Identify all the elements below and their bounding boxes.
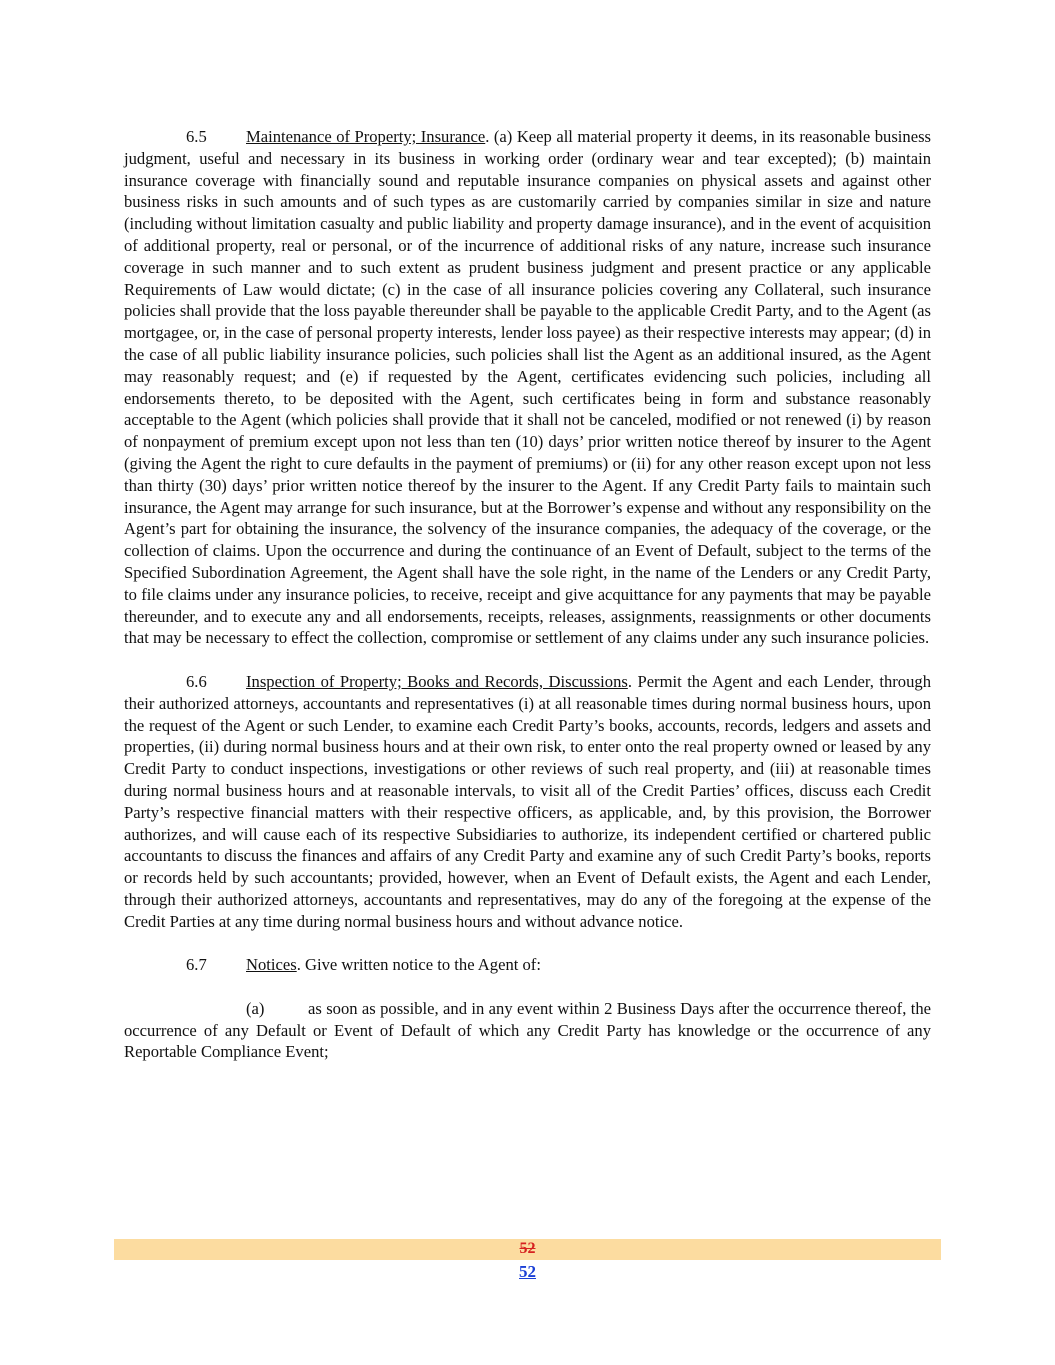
subsection-label: (a) [246, 998, 265, 1018]
subsection-text: as soon as possible, and in any event within 2 Business Days after the occurrence thereof, the occurrence of any Default or Event of Default of which any Credit Party has knowledge or the occurrence of any Reportable Compliance Event; [124, 998, 931, 1062]
section-heading: Maintenance of Property; Insurance [246, 127, 486, 146]
section-text: . Give written notice to the Agent of: [296, 955, 541, 975]
section-heading: Notices [246, 955, 297, 975]
section-text: . Permit the Agent and each Lender, through their authorized attorneys, accountants and representatives (i) at all reasonable times during normal business hours, upon the request of the Agent or such Lender, to examine each Credit Party’s books, accounts, records, ledgers and assets and properties, (ii) during normal business hours and at their own risk, to enter onto the real property owned or leased by any Credit Party to conduct inspections, investigations or other reviews of such real property, and (iii) at reasonable times during normal business hours and at reasonable intervals, to visit all of the Credit Parties’ offices, discuss each Credit Party’s respective financial matters with their respective officers, as applicable, and, by this provision, the Borrower authorizes, and will cause each of its respective Subsidiaries to authorize, its independent certified or chartered public accountants to discuss the finances and affairs of any Credit Party and examine any of such Credit Party’s books, reports or records held by such accountants; provided, however, when an Event of Default exists, the Agent and each Lender, through their authorized attorneys, accountants and representatives, may do any of the foregoing at the expense of the Credit Parties at any time during normal business hours and without advance notice. [124, 671, 931, 931]
page-number-deleted: 52 [519, 1240, 536, 1257]
section-text: . (a) Keep all material property it deems, in its reasonable business judgment, useful and necessary in its business in working order (ordinary wear and tear excepted); (b) maintain insurance coverage with financially sound and reputable insurance companies on physical assets and against other business risks in such amounts and of such types as are customarily carried by companies similar in size and nature (including without limitation casualty and public liability and property damage insurance), and in the event of acquisition of additional property, real or personal, or of the incurrence of additional risks of any nature, increase such insurance coverage in such manner and to such extent as prudent business judgment and present practice or any applicable Requirements of Law would dictate; (c) in the case of all insurance policies covering any Collateral, such insurance policies shall provide that the loss payable thereunder shall be payable to the applicable Credit Party, and to the Agent (as mortgagee, or, in the case of personal property interests, lender loss payee) as their respective interests may appear; (d) in the case of all public liability insurance policies, such policies shall list the Agent as an additional insured, as the Agent may reasonably request; and (e) if requested by the Agent, certificates evidencing such policies, including all endorsements thereto, to be deposited with the Agent, such certificates being in form and substance reasonably acceptable to the Agent (which policies shall provide that it shall not be canceled, modified or not renewed (i) by reason of nonpayment of premium except upon not less than ten (10) days’ prior written notice thereof by insurer to the Agent (giving the Agent the right to cure defaults in the payment of premiums) or (ii) for any other reason except upon not less than thirty (30) days’ prior written notice thereof by the insurer to the Agent. If any Credit Party fails to maintain such insurance, the Agent may arrange for such insurance, but at the Borrower’s expense and without any responsibility on the Agent’s part for obtaining the insurance, the solvency of the insurance companies, the adequacy of the coverage, or the collection of claims. Upon the occurrence and during the continuance of an Event of Default, subject to the terms of the Specified Subordination Agreement, the Agent shall have the sole right, in the name of the Lenders or any Credit Party, to file claims under any insurance policies, to receive, receipt and give acquittance for any payments that may be payable thereunder, and to execute any and all endorsements, receipts, releases, assignments, reassignments or other documents that may be necessary to effect the collection, compromise or settlement of any claims under any such insurance policies. [124, 127, 931, 648]
section-number: 6.7 [186, 955, 207, 975]
section-6-6 [124, 671, 931, 933]
section-number: 6.6 [186, 671, 207, 691]
section-number: 6.5 [186, 127, 207, 146]
section-6-7 [124, 954, 931, 976]
section-6-5 [124, 126, 931, 649]
document-body [124, 126, 931, 1085]
page-number-inserted: 52 [519, 1262, 536, 1281]
section-heading: Inspection of Property; Books and Records, Discussions [246, 671, 628, 691]
subsection-6-7-a [124, 998, 931, 1063]
